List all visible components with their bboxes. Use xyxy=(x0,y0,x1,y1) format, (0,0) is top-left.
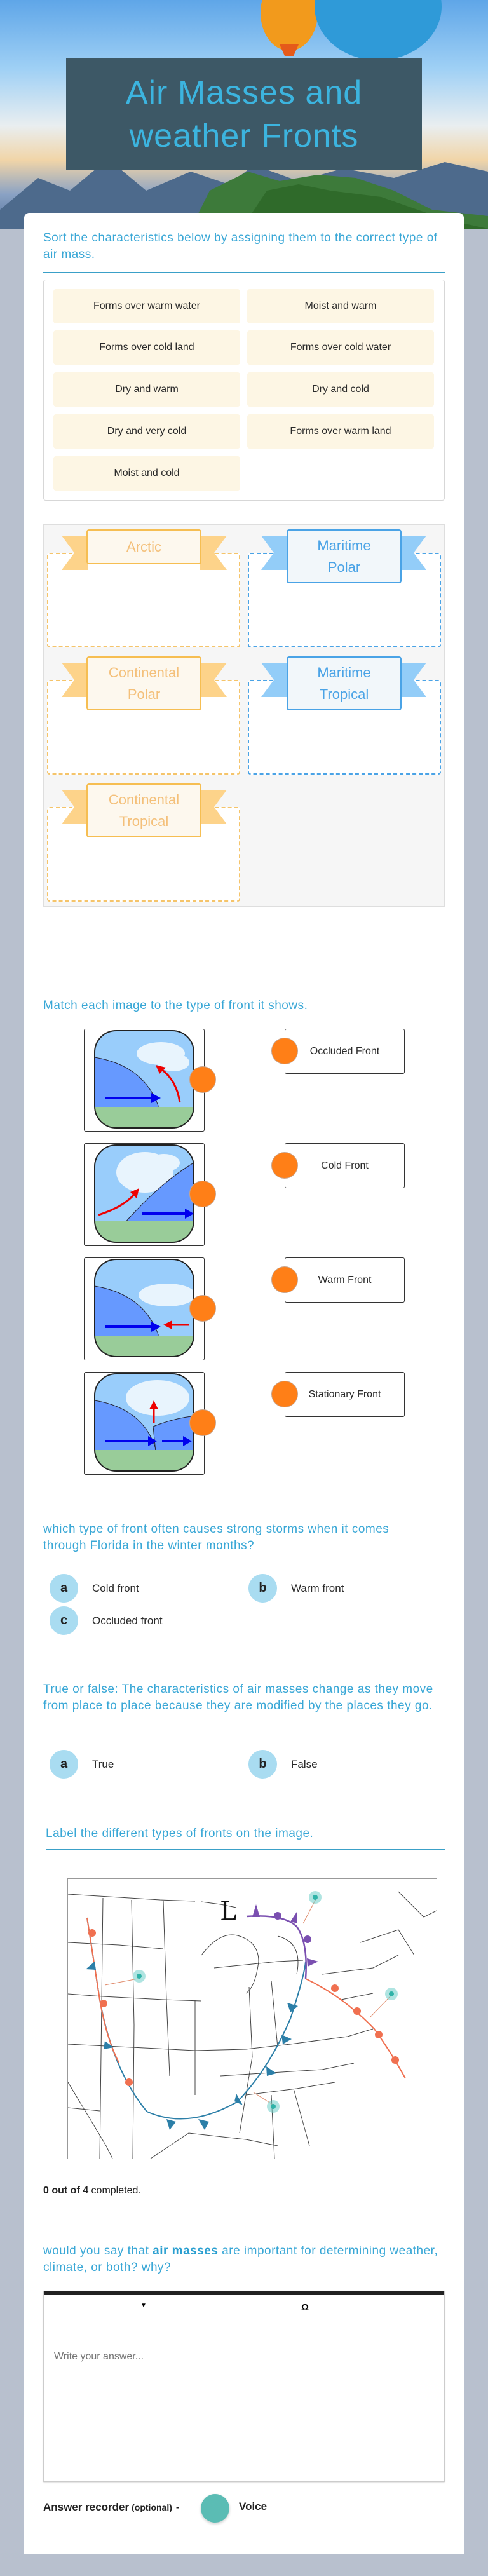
open-question-prompt xyxy=(43,2243,445,2276)
match-label-stationary-front[interactable] xyxy=(285,1372,405,1417)
page-title xyxy=(66,58,422,170)
progress-status xyxy=(43,2185,141,2197)
match-prompt: Match each image to the type of front it shows. xyxy=(43,999,308,1012)
mc-option-c[interactable] xyxy=(50,1606,163,1635)
match-connector-dot[interactable] xyxy=(271,1152,298,1179)
match-connector-dot[interactable] xyxy=(189,1066,216,1093)
match-connector-dot[interactable] xyxy=(271,1381,298,1407)
sort-item[interactable]: Dry and very cold xyxy=(53,414,240,449)
voice-label: Voice xyxy=(239,2500,268,2512)
front-image-warm[interactable] xyxy=(84,1257,205,1360)
label-hotspot[interactable] xyxy=(385,1988,398,2000)
progress-count: 0 out of 4 xyxy=(43,2185,89,2196)
recorder-dash: - xyxy=(175,2501,180,2513)
sort-item[interactable]: Forms over cold land xyxy=(53,330,240,365)
option-text: Cold front xyxy=(92,1582,139,1594)
category-label-text: Polar xyxy=(327,559,361,575)
label-hotspot[interactable] xyxy=(309,1891,322,1904)
recorder-label: Answer recorder xyxy=(43,2501,130,2513)
category-label-text: Tropical xyxy=(119,813,169,829)
divider xyxy=(43,272,445,273)
label-prompt: Label the different types of fronts on the image. xyxy=(46,1827,314,1840)
answer-recorder xyxy=(43,2501,180,2514)
divider xyxy=(46,1849,445,1850)
title-line-1: Air Masses and xyxy=(125,74,363,111)
option-letter-badge: c xyxy=(50,1606,78,1635)
label-hotspot[interactable] xyxy=(133,1970,146,1983)
format-dropdown[interactable] xyxy=(44,2295,217,2322)
mc-option-a[interactable] xyxy=(50,1574,139,1603)
category-label-text: Continental xyxy=(108,664,180,681)
tf-question-prompt: True or false: The characteristics of air masses change as they move from place to place because they are modified by the places they go. xyxy=(43,1683,433,1712)
editor-toolbar xyxy=(44,2295,444,2343)
title-line-2: weather Fronts xyxy=(129,117,359,154)
sort-item[interactable]: Moist and cold xyxy=(53,456,240,491)
category-label-continental-polar xyxy=(86,656,201,710)
category-label-continental-tropical xyxy=(86,783,201,837)
match-connector-dot[interactable] xyxy=(189,1409,216,1436)
prompt-text: would you say that xyxy=(43,2244,153,2258)
option-letter-badge: b xyxy=(248,1574,277,1603)
option-text: False xyxy=(291,1758,318,1770)
sort-item[interactable]: Forms over warm land xyxy=(247,414,434,449)
category-label-maritime-tropical xyxy=(287,656,402,710)
category-label-text: Maritime xyxy=(317,664,371,681)
front-image-occluded[interactable] xyxy=(84,1029,205,1132)
label-hotspot[interactable] xyxy=(267,2100,280,2113)
tf-option-false[interactable] xyxy=(248,1750,318,1779)
answer-textarea[interactable] xyxy=(44,2343,444,2481)
voice-record-button[interactable] xyxy=(201,2494,229,2523)
sort-prompt: Sort the characteristics below by assigning them to the correct type of air mass. xyxy=(43,231,438,261)
recorder-optional: (optional) xyxy=(132,2502,172,2512)
category-label-text: Arctic xyxy=(126,538,161,555)
option-letter-badge: a xyxy=(50,1574,78,1603)
match-label-occluded-front[interactable] xyxy=(285,1029,405,1074)
sort-item[interactable]: Forms over warm water xyxy=(53,289,240,323)
category-label-text: Maritime xyxy=(317,537,371,553)
match-label-text: Stationary Front xyxy=(308,1388,381,1400)
progress-suffix: completed. xyxy=(88,2185,141,2196)
sort-item[interactable]: Moist and warm xyxy=(247,289,434,323)
answer-editor xyxy=(43,2291,445,2482)
option-text: Warm front xyxy=(291,1582,344,1594)
occluded-front-diagram-icon xyxy=(85,1029,204,1131)
stationary-front-diagram-icon xyxy=(85,1373,204,1474)
option-text: True xyxy=(92,1758,114,1770)
option-text: Occluded front xyxy=(92,1614,163,1627)
mc-option-b[interactable] xyxy=(248,1574,344,1603)
category-label-maritime-polar xyxy=(287,529,402,583)
sort-item[interactable]: Forms over cold water xyxy=(247,330,434,365)
match-connector-dot[interactable] xyxy=(271,1038,298,1064)
match-label-warm-front[interactable] xyxy=(285,1257,405,1303)
match-connector-dot[interactable] xyxy=(189,1295,216,1322)
front-image-cold[interactable] xyxy=(84,1143,205,1246)
weather-map xyxy=(67,1878,437,2159)
sort-item[interactable]: Dry and warm xyxy=(53,372,240,407)
us-fronts-map-illustration xyxy=(68,1879,437,2159)
option-letter-badge: b xyxy=(248,1750,277,1779)
match-label-text: Cold Front xyxy=(321,1160,369,1171)
category-label-arctic xyxy=(86,529,201,564)
category-label-text: Polar xyxy=(127,686,161,702)
prompt-text: are important for determining weather, climate, or both? why? xyxy=(43,2244,438,2274)
cold-front-diagram-icon xyxy=(85,1144,204,1245)
low-pressure-label: L xyxy=(220,1895,238,1926)
tf-option-true[interactable] xyxy=(50,1750,114,1779)
match-label-cold-front[interactable] xyxy=(285,1143,405,1188)
option-letter-badge: a xyxy=(50,1750,78,1779)
caret-down-icon: ▼ xyxy=(140,2302,147,2309)
mc-question-prompt: which type of front often causes strong storms when it comes through Florida in the winter months? xyxy=(43,1522,390,1552)
category-label-text: Tropical xyxy=(319,686,369,702)
match-label-text: Occluded Front xyxy=(309,1045,380,1057)
match-connector-dot[interactable] xyxy=(271,1266,298,1293)
match-connector-dot[interactable] xyxy=(189,1181,216,1207)
match-label-text: Warm Front xyxy=(318,1274,372,1285)
prompt-highlight: air masses xyxy=(152,2244,219,2258)
special-character-button[interactable]: Ω xyxy=(301,2302,309,2313)
category-label-text: Continental xyxy=(108,791,180,808)
sort-item[interactable]: Dry and cold xyxy=(247,372,434,407)
warm-front-diagram-icon xyxy=(85,1258,204,1360)
front-image-stationary[interactable] xyxy=(84,1372,205,1475)
